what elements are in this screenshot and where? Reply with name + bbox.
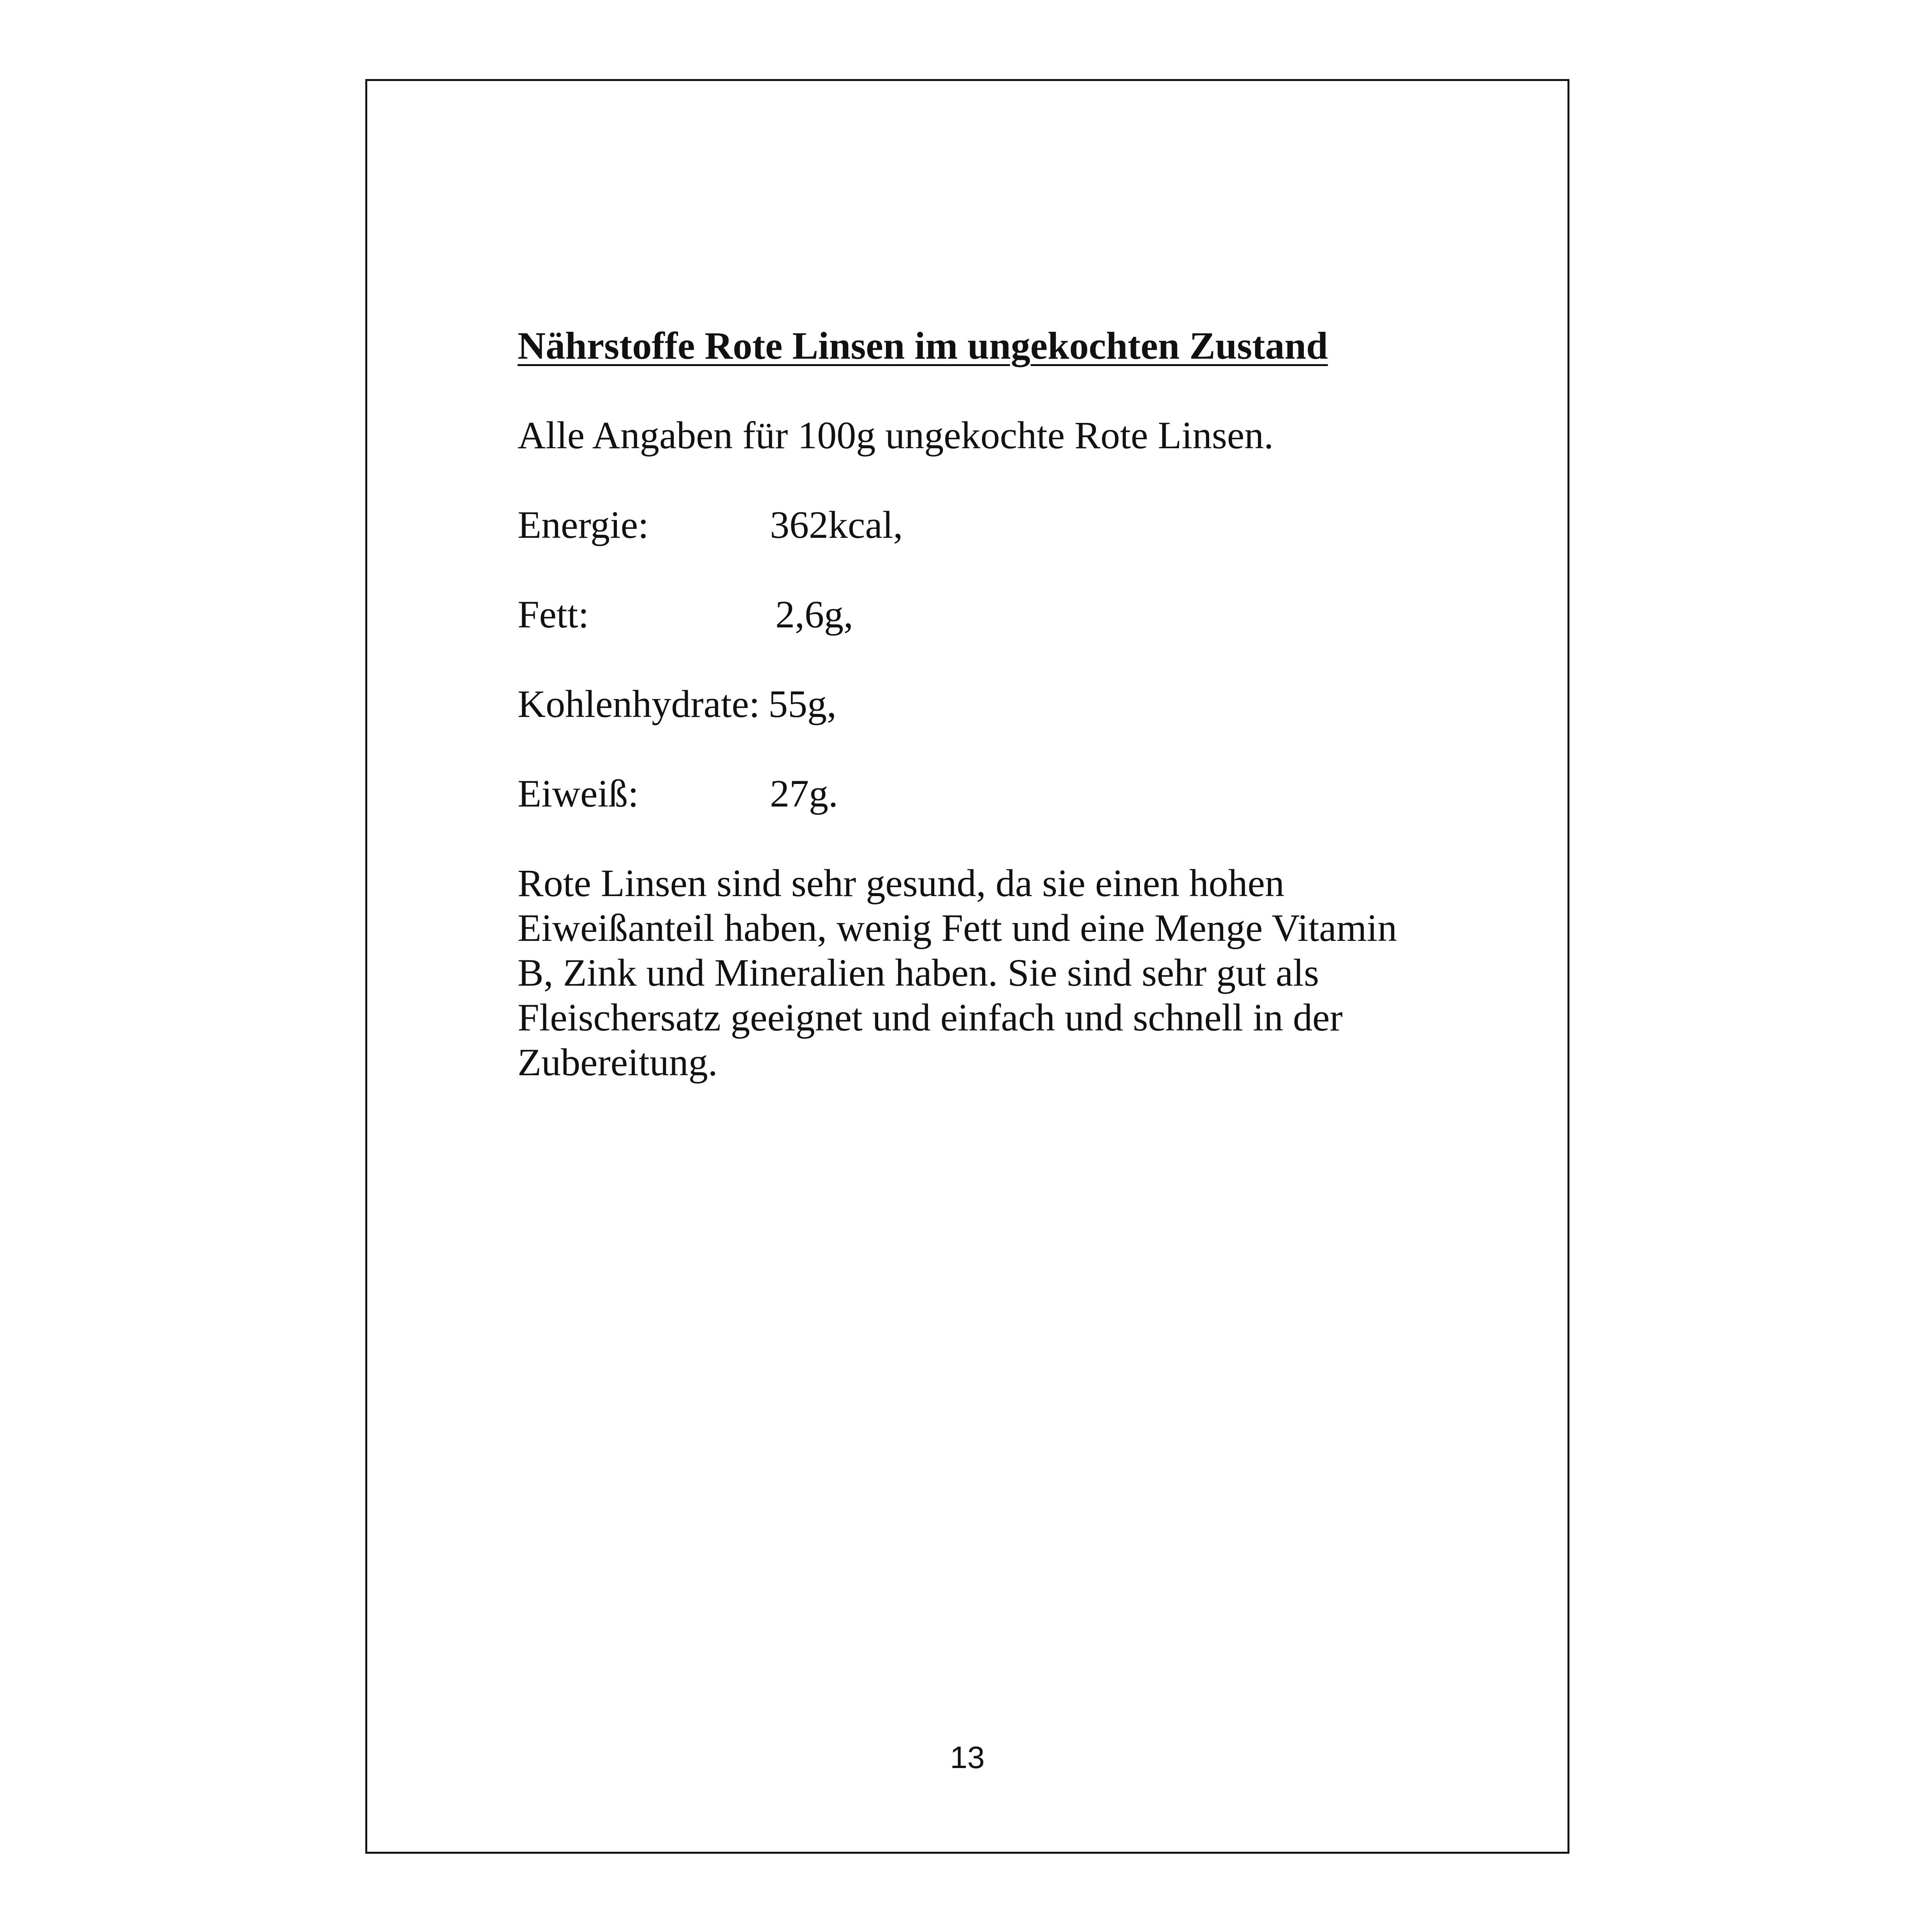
nutrient-label: Fett: — [518, 593, 589, 636]
nutrient-value: 55g, — [768, 682, 837, 726]
page-content — [518, 322, 1491, 1085]
page-title: Nährstoffe Rote Linsen im ungekochten Zustand — [518, 324, 1328, 367]
paragraph-line: Zubereitung. — [518, 1041, 718, 1084]
paragraph-line: Rote Linsen sind sehr gesund, da sie einen hohen — [518, 861, 1285, 905]
paragraph-line: Fleischersatz geeignet und einfach und schnell in der — [518, 996, 1343, 1039]
nutrient-label: Kohlenhydrate: — [518, 682, 760, 726]
nutrient-label: Energie: — [518, 503, 649, 546]
document-page — [365, 79, 1569, 1854]
intro-text: Alle Angaben für 100g ungekochte Rote Linsen. — [518, 414, 1274, 457]
nutrient-value: 362kcal, — [770, 503, 903, 546]
description-paragraph — [518, 861, 1464, 1085]
nutrient-row-fat — [518, 591, 1491, 638]
nutrient-value: 2,6g, — [775, 593, 853, 636]
paragraph-line: B, Zink und Mineralien haben. Sie sind sehr gut als — [518, 951, 1319, 994]
nutrient-row-energy — [518, 502, 1491, 548]
paragraph-line: Eiweißanteil haben, wenig Fett und eine Menge Vitamin — [518, 906, 1397, 949]
nutrient-row-protein — [518, 770, 1491, 817]
nutrient-value: 27g. — [770, 772, 838, 815]
page-number: 13 — [950, 1740, 985, 1775]
nutrient-label: Eiweiß: — [518, 772, 639, 815]
nutrient-row-carbohydrates — [518, 681, 1491, 727]
